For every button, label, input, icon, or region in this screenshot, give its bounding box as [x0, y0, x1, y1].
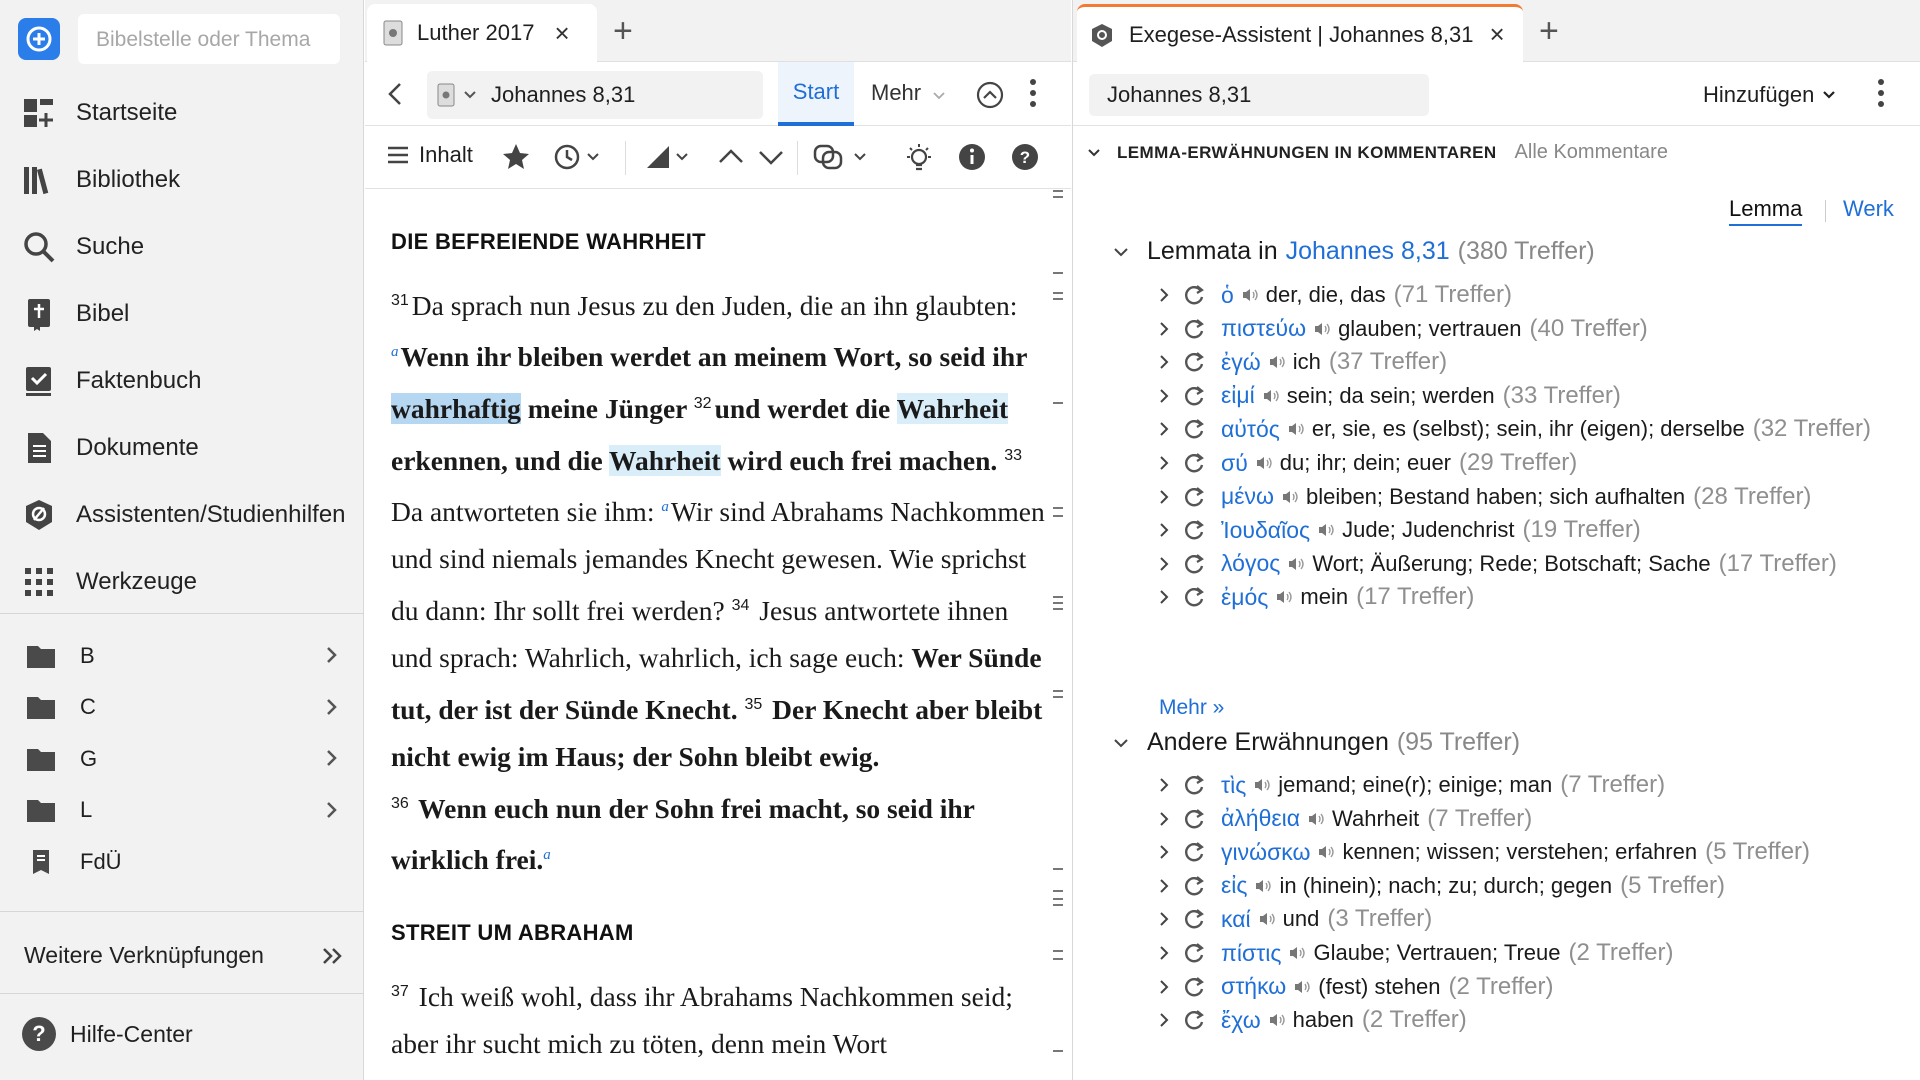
- book-icon: [383, 20, 403, 46]
- folder-label: C: [80, 694, 96, 720]
- divider: [0, 911, 364, 912]
- chevron-right-icon[interactable]: [1159, 589, 1169, 605]
- chevron-right-icon: [326, 801, 338, 819]
- switch-lemma[interactable]: Lemma: [1729, 196, 1802, 226]
- home-dashboard-icon: [22, 96, 56, 130]
- reference-input[interactable]: Johannes 8,31: [1089, 74, 1429, 116]
- lemma-row[interactable]: [1159, 580, 1474, 614]
- more-lemmata-link[interactable]: Mehr »: [1159, 696, 1225, 719]
- lemma-link[interactable]: γινώσκω: [1221, 838, 1311, 865]
- section-heading: STREIT UM ABRAHAM: [391, 920, 634, 945]
- speaker-icon[interactable]: [1254, 777, 1270, 793]
- chevron-down-icon: [1822, 90, 1836, 100]
- bible-text: [391, 218, 1051, 1067]
- help-label: Hilfe-Center: [70, 1020, 193, 1047]
- folder-label: FdÜ: [80, 848, 122, 874]
- lemma-link[interactable]: ὁ: [1221, 281, 1234, 308]
- navigation-bar: [1073, 62, 1920, 126]
- scroll-mark: [1053, 602, 1063, 604]
- chevron-right-icon[interactable]: [1159, 911, 1169, 927]
- lemma-link[interactable]: μένω: [1221, 483, 1274, 510]
- lemma-link[interactable]: λόγος: [1221, 550, 1281, 577]
- lemma-row[interactable]: [1159, 513, 1641, 547]
- more-vertical-icon[interactable]: [1029, 78, 1037, 108]
- verse-number: 32: [693, 395, 712, 412]
- signal-level-icon[interactable]: [645, 142, 695, 172]
- scroll-mark: [1053, 904, 1063, 906]
- speaker-icon[interactable]: [1318, 844, 1334, 860]
- lemma-count: (19 Treffer): [1522, 516, 1641, 544]
- group-count: (380 Treffer): [1457, 237, 1595, 265]
- info-icon[interactable]: [957, 142, 987, 172]
- speaker-icon[interactable]: [1263, 388, 1279, 404]
- nav-assistenten[interactable]: [0, 481, 364, 548]
- lemma-row[interactable]: [1159, 312, 1648, 346]
- verse-text: Da antworteten sie ihm:: [391, 496, 662, 527]
- nav-werkzeuge[interactable]: [0, 548, 364, 615]
- lemma-count: (3 Treffer): [1327, 905, 1433, 933]
- lemma-count: (7 Treffer): [1427, 804, 1533, 832]
- verse-text-jesus: Wer Sünde tut, der ist der Sünde Knecht.: [391, 642, 1042, 725]
- chevron-right-icon[interactable]: [1159, 844, 1169, 860]
- chevron-right-icon[interactable]: [1159, 1012, 1169, 1028]
- verse-number: 34: [731, 597, 750, 614]
- lemma-row[interactable]: [1159, 412, 1871, 446]
- cycle-icon[interactable]: [1183, 486, 1205, 508]
- cycle-icon[interactable]: [1183, 452, 1205, 474]
- verse-text: Ich weiß wohl, dass ihr Abrahams Nachkommen seid; aber ihr sucht mich zu töten, denn mein Wort: [391, 981, 1013, 1059]
- speaker-icon[interactable]: [1288, 421, 1304, 437]
- section-header[interactable]: [1087, 141, 1668, 164]
- chevron-right-icon[interactable]: [1159, 945, 1169, 961]
- tab-strip: [1073, 0, 1920, 62]
- folder-item[interactable]: [0, 630, 364, 682]
- chevron-down-icon: [1113, 738, 1129, 748]
- verse-number: 36: [391, 795, 409, 812]
- folder-label: B: [80, 642, 95, 668]
- tools-grid-icon: [22, 565, 56, 599]
- lemma-gloss: Wort; Äußerung; Rede; Botschaft; Sache: [1312, 550, 1711, 576]
- reader-toolbar: [365, 127, 1071, 189]
- close-tab-icon[interactable]: ×: [1489, 19, 1505, 49]
- tab-strip: [365, 0, 1071, 62]
- footnote-marker[interactable]: a: [543, 847, 551, 863]
- group-label: Andere Erwähnungen: [1147, 728, 1389, 756]
- lemma-count: (2 Treffer): [1448, 972, 1554, 1000]
- tab-luther-2017[interactable]: [367, 4, 597, 62]
- lemma-gloss: glauben; vertrauen: [1338, 315, 1522, 341]
- scroll-mark: [1053, 272, 1063, 274]
- lemma-link[interactable]: στήκω: [1221, 973, 1287, 1000]
- folder-icon: [26, 746, 56, 772]
- folder-item-fdue[interactable]: [0, 836, 364, 888]
- cycle-icon[interactable]: [1183, 385, 1205, 407]
- filter-all-commentaries[interactable]: Alle Kommentare: [1514, 141, 1668, 163]
- tab-exegese-assistent[interactable]: [1077, 4, 1523, 62]
- documents-icon: [22, 431, 56, 465]
- nav-startseite[interactable]: [0, 79, 364, 146]
- nav-suche[interactable]: [0, 213, 364, 280]
- chevron-right-icon[interactable]: [1159, 811, 1169, 827]
- speaker-icon[interactable]: [1269, 1012, 1285, 1028]
- verse-text-jesus: erkennen, und die: [391, 445, 610, 476]
- scroll-mark: [1053, 515, 1063, 517]
- help-center-button[interactable]: [22, 1017, 193, 1051]
- lemma-gloss: jemand; eine(r); einige; man: [1278, 772, 1553, 797]
- folder-icon: [26, 797, 56, 823]
- scroll-mark: [1053, 298, 1063, 300]
- nav-label: Bibliothek: [76, 165, 181, 193]
- highlight-wahrheit[interactable]: Wahrheit: [609, 445, 721, 476]
- highlight-wahrheit[interactable]: Wahrheit: [896, 393, 1009, 424]
- search-input[interactable]: Bibelstelle oder Thema: [78, 14, 340, 64]
- group-other-mentions[interactable]: [1113, 728, 1520, 757]
- lemma-gloss: bleiben; Bestand haben; sich aufhalten: [1305, 483, 1686, 509]
- scroll-mark: [1053, 507, 1063, 509]
- list-icon: [387, 144, 409, 166]
- verse-number: 31: [391, 292, 409, 309]
- search-icon: [22, 230, 56, 264]
- verse-text-jesus: Wenn euch nun der Sohn frei macht, so seid ihr wirklich frei.: [391, 793, 975, 875]
- lemma-link[interactable]: εἰμί: [1221, 382, 1255, 409]
- speaker-icon[interactable]: [1256, 455, 1272, 471]
- chevron-right-icon[interactable]: [1159, 455, 1169, 471]
- app-logo-icon[interactable]: [18, 18, 60, 60]
- verse-number: 33: [1004, 447, 1022, 464]
- cycle-icon[interactable]: [1183, 318, 1205, 340]
- navigation-bar: [365, 62, 1071, 126]
- new-tab-button[interactable]: +: [613, 12, 633, 50]
- bible-icon: [22, 297, 56, 331]
- lemma-gloss: haben: [1292, 1007, 1354, 1033]
- scroll-mark: [1053, 898, 1063, 900]
- toolbar-divider: [797, 141, 798, 175]
- bible-panel: [365, 0, 1071, 1080]
- chevron-right-icon: [326, 749, 338, 767]
- contents-button[interactable]: [387, 142, 473, 168]
- double-chevron-right-icon[interactable]: [322, 946, 344, 966]
- chevron-down-icon[interactable]: [757, 142, 785, 172]
- verse-text-jesus: Der Knecht aber bleibt nicht ewig im Haus; der Sohn bleibt ewig.: [391, 694, 1043, 772]
- lemma-row[interactable]: [1159, 902, 1432, 936]
- lemma-link[interactable]: ἔχω: [1221, 1006, 1261, 1033]
- lemma-link[interactable]: τὶς: [1221, 771, 1247, 798]
- scroll-mark: [1053, 292, 1063, 294]
- speaker-icon[interactable]: [1308, 811, 1324, 827]
- chevron-right-icon[interactable]: [1159, 777, 1169, 793]
- chevron-right-icon[interactable]: [1159, 489, 1169, 505]
- cycle-icon[interactable]: [1183, 519, 1205, 541]
- lemma-gloss: Glaube; Vertrauen; Treue: [1313, 940, 1561, 965]
- nav-label: Werkzeuge: [76, 567, 197, 595]
- scroll-mark: [1053, 696, 1063, 698]
- verse-37: [391, 968, 1051, 1067]
- switch-werk[interactable]: Werk: [1843, 196, 1894, 221]
- assistant-icon: [1091, 23, 1113, 47]
- cycle-icon[interactable]: [1183, 418, 1205, 440]
- tab-title: Luther 2017: [417, 20, 535, 45]
- lemma-gloss: der, die, das: [1265, 282, 1386, 307]
- cycle-icon[interactable]: [1183, 976, 1205, 998]
- lemma-link[interactable]: πίστις: [1221, 939, 1282, 966]
- chevron-right-icon[interactable]: [1159, 556, 1169, 572]
- lemma-link[interactable]: Ἰουδαῖος: [1221, 516, 1311, 543]
- svg-text:?: ?: [1019, 148, 1031, 167]
- lemma-count: (5 Treffer): [1705, 838, 1811, 866]
- highlight-wahrhaftig[interactable]: wahrhaftig: [391, 393, 521, 424]
- chevron-right-icon[interactable]: [1159, 354, 1169, 370]
- lemma-count: (2 Treffer): [1361, 1006, 1467, 1034]
- scroll-markers[interactable]: [1053, 190, 1067, 1080]
- mehr-label: Mehr: [871, 80, 922, 105]
- verse-number: 35: [744, 696, 763, 713]
- group-lemmata[interactable]: [1113, 237, 1595, 266]
- main-nav: [0, 79, 364, 615]
- lemma-count: (7 Treffer): [1560, 771, 1666, 798]
- lemma-gloss: er, sie, es (selbst); sein, ihr (eigen); derselbe: [1311, 416, 1745, 442]
- nav-label: Suche: [76, 232, 145, 260]
- contents-label: Inhalt: [419, 142, 473, 167]
- lemma-count: (33 Treffer): [1502, 381, 1621, 409]
- divider: [0, 613, 364, 614]
- verse-text-jesus: meine Jünger: [520, 393, 694, 424]
- cycle-icon[interactable]: [1183, 586, 1205, 608]
- lemma-gloss: mein: [1300, 584, 1349, 610]
- folder-list: [0, 630, 364, 888]
- lemma-row[interactable]: [1159, 970, 1553, 1004]
- sidebar: [0, 0, 364, 1080]
- lemma-link[interactable]: εἰς: [1221, 872, 1248, 899]
- lemma-count: (2 Treffer): [1568, 939, 1674, 966]
- lemma-gloss: sein; da sein; werden: [1286, 382, 1495, 408]
- lemma-row[interactable]: [1159, 936, 1673, 970]
- folder-icon: [26, 694, 56, 720]
- scroll-mark: [1053, 1050, 1063, 1052]
- folder-item[interactable]: [0, 733, 364, 785]
- exegesis-panel: [1072, 0, 1920, 1080]
- nav-label: Assistenten/Studienhilfen: [76, 500, 346, 528]
- verse-text-jesus: wird euch frei machen.: [720, 445, 998, 476]
- chevron-right-icon[interactable]: [1159, 287, 1169, 303]
- lemma-row[interactable]: [1159, 345, 1447, 379]
- cycle-icon[interactable]: [1183, 841, 1205, 863]
- lemma-row[interactable]: [1159, 379, 1621, 413]
- lemma-link[interactable]: αὐτός: [1221, 415, 1280, 442]
- tab-title: Exegese-Assistent | Johannes 8,31: [1129, 21, 1474, 47]
- nav-label: Faktenbuch: [76, 366, 202, 394]
- lemma-gloss: du; ihr; dein; euer: [1279, 450, 1452, 475]
- lemma-link[interactable]: ἐμός: [1221, 583, 1269, 610]
- speaker-icon[interactable]: [1288, 556, 1304, 572]
- lemma-count: (32 Treffer): [1752, 415, 1871, 443]
- group-label: Lemmata in: [1147, 237, 1278, 265]
- nav-label: Startseite: [76, 98, 178, 126]
- nav-faktenbuch[interactable]: [0, 347, 364, 414]
- scroll-mark: [1053, 890, 1063, 892]
- new-tab-button[interactable]: +: [1539, 12, 1559, 50]
- lemma-row[interactable]: [1159, 1003, 1467, 1037]
- footnote-marker[interactable]: a: [391, 344, 399, 360]
- speaker-icon[interactable]: [1294, 979, 1310, 995]
- chevron-up-icon[interactable]: [717, 142, 745, 172]
- folder-label: L: [80, 797, 93, 823]
- lemma-gloss: Wahrheit: [1332, 805, 1420, 831]
- chevron-right-icon[interactable]: [1159, 522, 1169, 538]
- library-icon: [22, 163, 56, 197]
- cycle-icon[interactable]: [1183, 908, 1205, 930]
- speaker-icon[interactable]: [1255, 878, 1271, 894]
- cycle-icon[interactable]: [1183, 284, 1205, 306]
- lemma-gloss: und: [1282, 906, 1320, 932]
- chevron-right-icon[interactable]: [1159, 979, 1169, 995]
- section-heading: DIE BEFREIENDE WAHRHEIT: [391, 229, 706, 254]
- chevron-down-icon: [1113, 247, 1129, 257]
- nav-dokumente[interactable]: [0, 414, 364, 481]
- reference-box[interactable]: [427, 71, 763, 119]
- lemma-row[interactable]: [1159, 869, 1725, 903]
- cycle-icon[interactable]: [1183, 351, 1205, 373]
- verses-31-36: [391, 277, 1051, 883]
- scroll-mark: [1053, 958, 1063, 960]
- speaker-icon[interactable]: [1282, 489, 1298, 505]
- tab-start[interactable]: Start: [778, 62, 854, 126]
- scroll-mark: [1053, 868, 1063, 870]
- lemma-link[interactable]: πιστεύω: [1221, 315, 1307, 342]
- nav-label: Bibel: [76, 299, 130, 327]
- folder-label: G: [80, 745, 98, 771]
- collapse-circle-icon[interactable]: [975, 80, 1005, 110]
- verse-text-jesus: Wenn ihr bleiben werdet an meinem Wort, so seid ihr: [400, 341, 1027, 372]
- assistant-icon: [22, 498, 56, 532]
- speaker-icon[interactable]: [1276, 589, 1292, 605]
- more-links-button[interactable]: Weitere Verknüpfungen: [24, 942, 264, 968]
- nav-bibliothek[interactable]: [0, 146, 364, 213]
- lemma-row[interactable]: [1159, 446, 1577, 480]
- chevron-right-icon[interactable]: [1159, 878, 1169, 894]
- folder-icon: [26, 643, 56, 669]
- folder-item[interactable]: [0, 682, 364, 734]
- help-icon[interactable]: [1010, 142, 1040, 172]
- lemma-link[interactable]: ἐγώ: [1221, 348, 1261, 375]
- verse-text: Jesus antwortete ihnen und sprach: Wahrlich, wahrlich, ich sage euch:: [391, 595, 1009, 673]
- scroll-mark: [1053, 402, 1063, 404]
- lemma-count: (29 Treffer): [1459, 449, 1578, 476]
- cycle-icon[interactable]: [1183, 1009, 1205, 1031]
- lemma-row[interactable]: [1159, 802, 1532, 836]
- lemma-count: (17 Treffer): [1356, 583, 1475, 611]
- more-vertical-icon[interactable]: [1877, 78, 1885, 108]
- speaker-icon[interactable]: [1259, 911, 1275, 927]
- speaker-icon[interactable]: [1314, 321, 1330, 337]
- speaker-icon[interactable]: [1242, 287, 1258, 303]
- chevron-down-icon: [933, 92, 945, 100]
- lemma-row[interactable]: [1159, 768, 1665, 802]
- lemma-count: (40 Treffer): [1529, 314, 1648, 342]
- star-icon[interactable]: [501, 142, 531, 172]
- lemma-row[interactable]: [1159, 278, 1512, 312]
- lemma-count: (28 Treffer): [1693, 482, 1812, 510]
- nav-label: Dokumente: [76, 433, 199, 461]
- lemma-gloss: Jude; Judenchrist: [1342, 517, 1515, 543]
- cycle-icon[interactable]: [1183, 553, 1205, 575]
- history-icon[interactable]: [553, 142, 603, 172]
- notes-icon: [26, 849, 56, 875]
- tab-mehr[interactable]: [871, 80, 945, 106]
- cycle-icon[interactable]: [1183, 942, 1205, 964]
- back-arrow-icon[interactable]: [387, 82, 403, 106]
- lemma-count: (17 Treffer): [1718, 549, 1837, 577]
- add-label: Hinzufügen: [1703, 82, 1815, 107]
- chevron-down-icon: [463, 90, 477, 100]
- nav-bibel[interactable]: [0, 280, 364, 347]
- help-icon: ?: [22, 1017, 56, 1051]
- scroll-mark: [1053, 608, 1063, 610]
- lemma-gloss: (fest) stehen: [1318, 973, 1441, 999]
- chevron-right-icon[interactable]: [1159, 388, 1169, 404]
- lemma-link[interactable]: σύ: [1221, 449, 1248, 476]
- chevron-right-icon[interactable]: [1159, 321, 1169, 337]
- book-icon: [437, 83, 455, 107]
- lemma-link[interactable]: ἀλήθεια: [1221, 805, 1301, 832]
- lemma-gloss: ich: [1292, 349, 1321, 375]
- verse-number: 37: [391, 983, 409, 1000]
- scroll-mark: [1053, 596, 1063, 598]
- group-reference-link[interactable]: Johannes 8,31: [1285, 237, 1450, 265]
- section-title: LEMMA-ERWÄHNUNGEN IN KOMMENTAREN: [1117, 142, 1497, 162]
- scroll-mark: [1053, 690, 1063, 692]
- lemma-row[interactable]: [1159, 547, 1837, 581]
- factbook-icon: [22, 364, 56, 398]
- lemma-gloss: kennen; wissen; verstehen; erfahren: [1342, 839, 1698, 865]
- lemma-link[interactable]: καί: [1221, 905, 1251, 932]
- divider: [0, 993, 364, 994]
- speaker-icon[interactable]: [1318, 522, 1334, 538]
- footnote-marker[interactable]: a: [661, 499, 669, 515]
- group-count: (95 Treffer): [1396, 728, 1521, 756]
- folder-item[interactable]: [0, 785, 364, 837]
- cycle-icon[interactable]: [1183, 875, 1205, 897]
- reference-text: Johannes 8,31: [491, 82, 636, 107]
- verse-text: Wir sind Abrahams Nachkommen und sind niemals jemandes Knecht gewesen. Wie sprichst du dann: Ihr sollt frei werden?: [391, 496, 1045, 626]
- lemma-count: (71 Treffer): [1393, 281, 1512, 308]
- verse-text-jesus: und werdet die: [714, 393, 897, 424]
- chevron-right-icon[interactable]: [1159, 421, 1169, 437]
- lemma-gloss: in (hinein); nach; zu; durch; gegen: [1279, 872, 1613, 898]
- speaker-icon[interactable]: [1269, 354, 1285, 370]
- cycle-icon[interactable]: [1183, 808, 1205, 830]
- switch-divider: [1825, 200, 1826, 222]
- speaker-icon[interactable]: [1289, 945, 1305, 961]
- lemma-row[interactable]: [1159, 835, 1810, 869]
- close-tab-icon[interactable]: ×: [554, 17, 570, 48]
- cycle-icon[interactable]: [1183, 774, 1205, 796]
- scroll-mark: [1053, 950, 1063, 952]
- verse-text: Da sprach nun Jesus zu den Juden, die an ihn glaubten:: [411, 290, 1018, 321]
- toolbar-divider: [625, 141, 626, 175]
- link-sync-icon[interactable]: [813, 142, 873, 172]
- lemma-count: (37 Treffer): [1328, 348, 1448, 376]
- scroll-mark: [1053, 190, 1063, 192]
- lemma-row[interactable]: [1159, 480, 1811, 514]
- lemma-count: (5 Treffer): [1620, 871, 1726, 899]
- chevron-down-icon: [1087, 148, 1101, 158]
- scroll-mark: [1053, 196, 1063, 198]
- add-button[interactable]: [1703, 82, 1836, 108]
- chevron-right-icon: [326, 646, 338, 664]
- lightbulb-icon[interactable]: [903, 142, 935, 174]
- chevron-right-icon: [326, 698, 338, 716]
